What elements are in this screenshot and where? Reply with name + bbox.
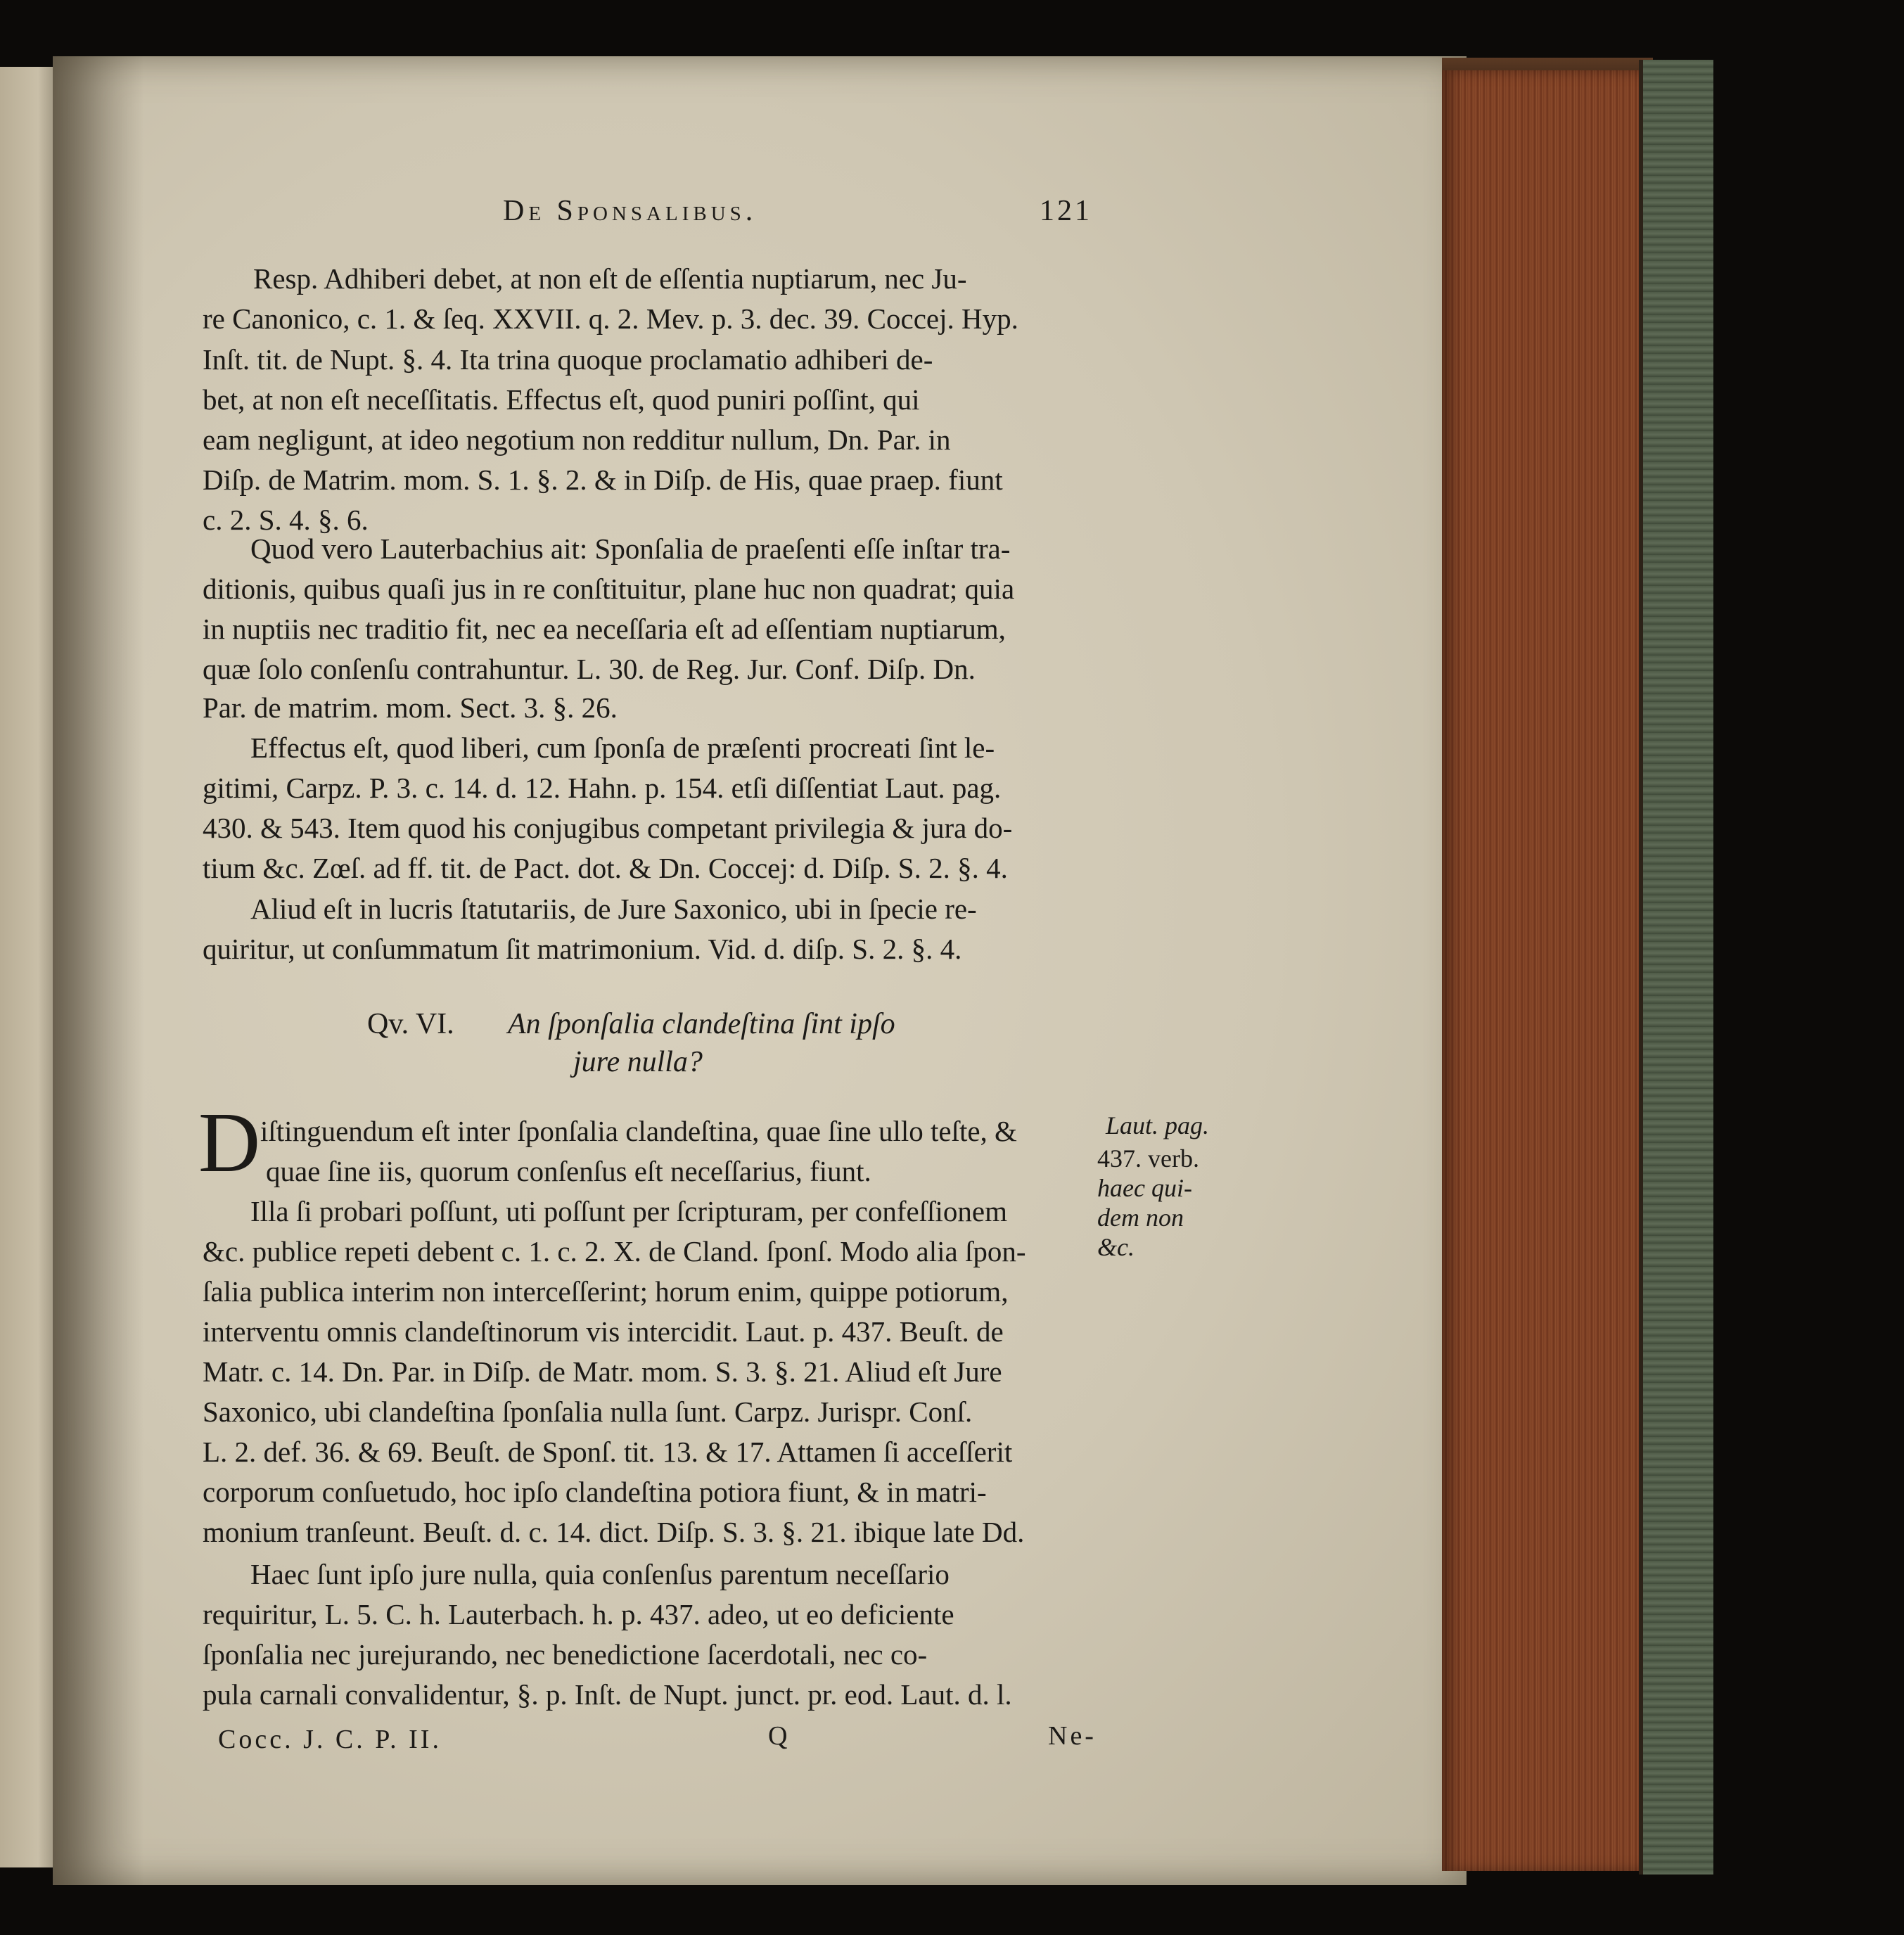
drop-cap: D bbox=[198, 1095, 261, 1190]
body-line: corporum conſuetudo, hoc ipſo clandeſtina potiora fiunt, & in matri- bbox=[203, 1476, 987, 1508]
margin-note: haec qui- bbox=[1097, 1174, 1192, 1202]
body-line: L. 2. def. 36. & 69. Beuſt. de Sponſ. tit. 13. & 17. Attamen ſi acceſſerit bbox=[203, 1436, 1013, 1468]
body-line: gitimi, Carpz. P. 3. c. 14. d. 12. Hahn. p. 154. etſi diſſentiat Laut. pag. bbox=[203, 772, 1002, 804]
catchword: Ne- bbox=[1048, 1721, 1097, 1751]
body-line: quiritur, ut conſummatum ſit matrimonium. Vid. d. diſp. S. 2. §. 4. bbox=[203, 933, 962, 965]
body-line: Effectus eſt, quod liberi, cum ſponſa de præſenti procreati ſint le- bbox=[250, 732, 995, 764]
body-line: in nuptiis nec traditio fit, nec ea neceſſaria eſt ad eſſentiam nuptiarum, bbox=[203, 613, 1006, 645]
body-line: pula carnali convalidentur, §. p. Inſt. de Nupt. junct. pr. eod. Laut. d. l. bbox=[203, 1678, 1012, 1711]
margin-note: Laut. pag. bbox=[1106, 1111, 1210, 1139]
body-line: Haec ſunt ipſo jure nulla, quia conſenſus parentum neceſſario bbox=[250, 1558, 950, 1590]
body-line: 430. & 543. Item quod his conjugibus competant privilegia & jura do- bbox=[203, 812, 1013, 844]
margin-note: dem non bbox=[1097, 1203, 1184, 1232]
body-line: monium tranſeunt. Beuſt. d. c. 14. dict. Diſp. S. 3. §. 21. ibique late Dd. bbox=[203, 1516, 1025, 1548]
running-header: De Sponsalibus. bbox=[503, 195, 758, 227]
question-title: An ſponſalia clandeſtina ſint ipſo bbox=[508, 1008, 895, 1040]
body-line: Resp. Adhiberi debet, at non eſt de eſſentia nuptiarum, nec Ju- bbox=[253, 262, 967, 295]
body-line: quæ ſolo conſenſu contrahuntur. L. 30. de Reg. Jur. Conf. Diſp. Dn. bbox=[203, 653, 976, 685]
body-line: ſponſalia nec jurejurando, nec benedictione ſacerdotali, nec co- bbox=[203, 1638, 928, 1671]
body-line: ſalia publica interim non interceſſerint; horum enim, quippe potiorum, bbox=[203, 1275, 1009, 1308]
body-line: interventu omnis clandeſtinorum vis intercidit. Laut. p. 437. Beuſt. de bbox=[203, 1315, 1004, 1348]
page-number: 121 bbox=[1040, 195, 1092, 227]
body-line: re Canonico, c. 1. & ſeq. XXVII. q. 2. Mev. p. 3. dec. 39. Coccej. Hyp. bbox=[203, 302, 1018, 335]
body-line: iſtinguendum eſt inter ſponſalia clandeſtina, quae ſine ullo teſte, & bbox=[260, 1115, 1017, 1147]
signature-line: Cocc. J. C. P. II. bbox=[218, 1725, 442, 1754]
book-cover-edge bbox=[1639, 60, 1713, 1875]
question-title: jure nulla? bbox=[573, 1046, 703, 1078]
body-line: c. 2. S. 4. §. 6. bbox=[203, 504, 369, 536]
page-gutter bbox=[53, 56, 144, 1885]
body-line: Matr. c. 14. Dn. Par. in Diſp. de Matr. mom. S. 3. §. 21. Aliud eſt Jure bbox=[203, 1355, 1002, 1388]
body-line: Aliud eſt in lucris ſtatutariis, de Jure Saxonico, ubi in ſpecie re- bbox=[250, 893, 977, 925]
body-line: Inſt. tit. de Nupt. §. 4. Ita trina quoque proclamatio adhiberi de- bbox=[203, 343, 933, 376]
body-line: &c. publice repeti debent c. 1. c. 2. X. de Cland. ſponſ. Modo alia ſpon- bbox=[203, 1235, 1026, 1267]
body-line: Quod vero Lauterbachius ait: Sponſalia de praeſenti eſſe inſtar tra- bbox=[250, 532, 1011, 565]
margin-note: &c. bbox=[1097, 1233, 1135, 1261]
question-label: Qv. VI. bbox=[367, 1008, 454, 1040]
body-line: eam negligunt, at ideo negotium non redditur nullum, Dn. Par. in bbox=[203, 423, 951, 456]
body-line: Diſp. de Matrim. mom. S. 1. §. 2. & in Diſp. de His, quae praep. fiunt bbox=[203, 464, 1003, 496]
body-line: Saxonico, ubi clandeſtina ſponſalia nulla ſunt. Carpz. Jurispr. Conſ. bbox=[203, 1396, 973, 1428]
body-line: quae ſine iis, quorum conſenſus eſt neceſſarius, fiunt. bbox=[266, 1155, 871, 1187]
body-line: Par. de matrim. mom. Sect. 3. §. 26. bbox=[203, 691, 618, 724]
signature-mark: Q bbox=[768, 1721, 791, 1751]
body-line: tium &c. Zœſ. ad ff. tit. de Pact. dot. & Dn. Coccej: d. Diſp. S. 2. §. 4. bbox=[203, 852, 1008, 884]
body-line: requiritur, L. 5. C. h. Lauterbach. h. p. 437. adeo, ut eo deficiente bbox=[203, 1598, 954, 1630]
margin-note: 437. verb. bbox=[1097, 1144, 1199, 1173]
book-fore-edge bbox=[1442, 70, 1653, 1871]
body-line: bet, at non eſt neceſſitatis. Effectus eſt, quod puniri poſſint, qui bbox=[203, 383, 920, 416]
body-line: ditionis, quibus quaſi jus in re conſtituitur, plane huc non quadrat; quia bbox=[203, 573, 1015, 605]
body-line: Illa ſi probari poſſunt, uti poſſunt per ſcripturam, per confeſſionem bbox=[250, 1195, 1007, 1227]
